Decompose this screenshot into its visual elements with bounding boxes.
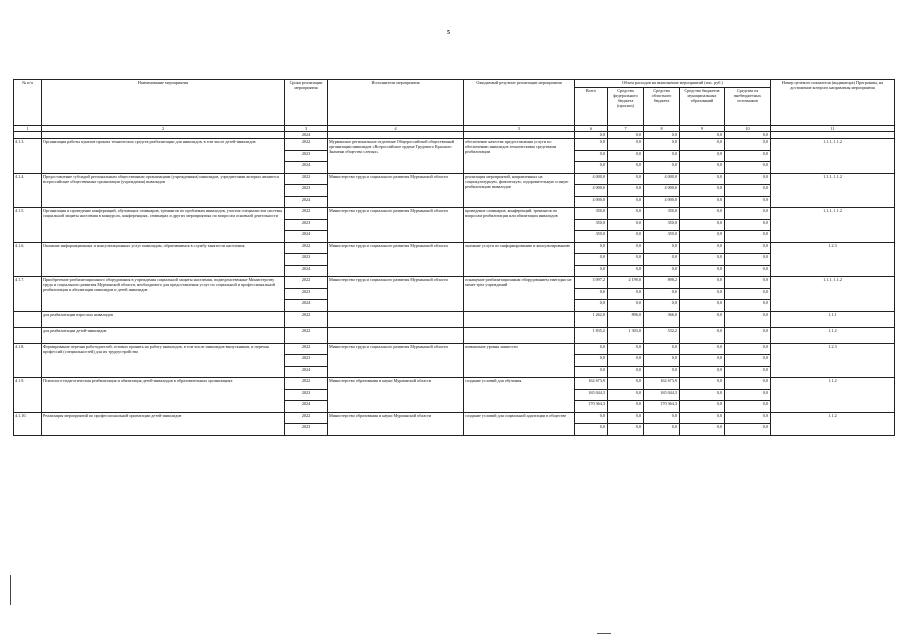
value-cell: 4 000,0: [575, 173, 608, 185]
measure-executor: Министерство труда и социального развития Мурманской области: [328, 343, 464, 378]
table-row: [14, 277, 895, 289]
measure-result: [464, 311, 575, 327]
value-cell: 0,0: [725, 196, 771, 208]
value-cell: 0,0: [644, 288, 680, 300]
value-cell: 0,0: [608, 185, 644, 197]
header-terms: Сроки реализации мероприятия: [285, 80, 328, 126]
value-cell: 0,0: [725, 366, 771, 378]
value-cell: 0,0: [608, 254, 644, 266]
value-cell: 0,0: [725, 327, 771, 343]
measure-name: Организация работы пунктов проката технических средств реабилитации для инвалидов, в том числе детей-инвалидов: [42, 139, 285, 174]
measure-number: 4.1.7.: [14, 277, 42, 312]
measure-number: [14, 311, 42, 327]
column-number: 3: [285, 126, 328, 132]
value-cell: 350,0: [575, 208, 608, 220]
value-cell: 0,0: [725, 355, 771, 367]
value-cell: 4 000,0: [644, 196, 680, 208]
measure-result: обеспечение качества предоставления услуги по обеспечению инвалидов техническими средствами реабилитации: [464, 139, 575, 174]
year-cell: 2022: [285, 327, 328, 343]
indicator-number: 1.1.1, 1.1.2: [771, 139, 895, 174]
value-cell: 0,0: [608, 378, 644, 390]
value-cell: 350,0: [644, 208, 680, 220]
value-cell: 0,0: [644, 162, 680, 174]
value-cell: 0,0: [575, 132, 608, 139]
year-cell: 2022: [285, 343, 328, 355]
header-total: Всего: [575, 88, 608, 126]
measure-name: Организация и проведение конференций, обучающих семинаров, тренингов по проблемам инвалидов, участие специалистов системы социальной защиты населения в конкурсах, конференциях, семинарах и других мероприятиях по вопросам основной деятельности: [42, 208, 285, 243]
measure-number: [14, 327, 42, 343]
value-cell: 0,0: [608, 424, 644, 436]
value-cell: 0,0: [725, 424, 771, 436]
header-result: Ожидаемый результат реализации мероприятия: [464, 80, 575, 126]
column-number: 1: [14, 126, 42, 132]
value-cell: 0,0: [608, 219, 644, 231]
value-cell: 0,0: [725, 162, 771, 174]
value-cell: 3 097,2: [575, 277, 608, 289]
value-cell: 0,0: [680, 412, 725, 424]
indicator-number: 1.2.3: [771, 242, 895, 277]
header-federal: Средства федерального бюджета (прогноз): [608, 88, 644, 126]
value-cell: 0,0: [644, 139, 680, 151]
table-row: [14, 327, 895, 343]
measure-executor: [328, 327, 464, 343]
header-num: № п/п: [14, 80, 42, 126]
indicator-number: 1.1.2: [771, 378, 895, 413]
value-cell: 0,0: [680, 300, 725, 312]
value-cell: 0,0: [608, 412, 644, 424]
year-cell: 2023: [285, 424, 328, 436]
measure-result: [464, 327, 575, 343]
year-cell: 2022: [285, 412, 328, 424]
value-cell: 0,0: [680, 401, 725, 413]
column-number: 4: [328, 126, 464, 132]
value-cell: 0,0: [644, 265, 680, 277]
value-cell: 0,0: [608, 242, 644, 254]
value-cell: 0,0: [680, 185, 725, 197]
measure-executor: Министерство труда и социального развития Мурманской области: [328, 173, 464, 208]
year-cell: 2022: [285, 378, 328, 390]
value-cell: 532,2: [644, 327, 680, 343]
value-cell: 0,0: [725, 219, 771, 231]
year-cell: 2024: [285, 300, 328, 312]
measure-name: Приобретение реабилитационного оборудования в учреждения социальной защиты населения, подведомственные Министерству труда и социального развития Мурманской области, необходимого для предоставления услуг по социальной и профессиональной реабилитации и абилитации инвалидов и детей инвалидов: [42, 277, 285, 312]
value-cell: 0,0: [608, 401, 644, 413]
value-cell: 0,0: [725, 208, 771, 220]
measure-executor: Министерство образования и науки Мурманской области: [328, 412, 464, 435]
value-cell: 0,0: [725, 389, 771, 401]
value-cell: 0,0: [608, 132, 644, 139]
value-cell: 0,0: [725, 300, 771, 312]
value-cell: 4 000,0: [575, 196, 608, 208]
indicator-number: 1.1.1, 1.1.2: [771, 173, 895, 208]
measure-name: Оказание информационных и консультационных услуг инвалидам, обратившимся в службу занятости населения: [42, 242, 285, 277]
value-cell: 350,0: [575, 219, 608, 231]
value-cell: 0,0: [575, 366, 608, 378]
value-cell: 0,0: [680, 327, 725, 343]
value-cell: 0,0: [644, 300, 680, 312]
year-cell: 2023: [285, 389, 328, 401]
margin-mark: [10, 575, 11, 605]
measure-number: 4.1.4.: [14, 173, 42, 208]
measure-executor: Министерство труда и социального развития Мурманской области: [328, 208, 464, 243]
value-cell: 1 835,2: [575, 327, 608, 343]
value-cell: 0,0: [680, 366, 725, 378]
value-cell: 0,0: [680, 254, 725, 266]
measure-number: 4.1.6.: [14, 242, 42, 277]
year-cell: 2023: [285, 254, 328, 266]
value-cell: 2 199,0: [608, 277, 644, 289]
measure-name: Формирование перечня работодателей, готовых принять на работу инвалидов, в том числе инвалидов-выпускников, и перечня профессий (специальностей) для их трудоустройства: [42, 343, 285, 378]
column-number: 11: [771, 126, 895, 132]
measure-result: проведение семинаров, конференций, тренингов по вопросам реабилитации или абилитации инвалидов: [464, 208, 575, 243]
value-cell: 0,0: [608, 300, 644, 312]
measure-result: создание условий для социальной адаптации в обществе: [464, 412, 575, 435]
column-number: 7: [608, 126, 644, 132]
header-regional: Средства областного бюджета: [644, 88, 680, 126]
value-cell: 0,0: [680, 162, 725, 174]
year-cell: 2024: [285, 265, 328, 277]
year-cell: 2022: [285, 311, 328, 327]
year-cell: 2023: [285, 185, 328, 197]
value-cell: 0,0: [575, 343, 608, 355]
year-cell: 2023: [285, 219, 328, 231]
table-row: [14, 412, 895, 424]
value-cell: 0,0: [608, 343, 644, 355]
value-cell: 0,0: [608, 196, 644, 208]
year-cell: 2022: [285, 242, 328, 254]
value-cell: 0,0: [680, 208, 725, 220]
value-cell: 0,0: [680, 389, 725, 401]
column-number: 5: [464, 126, 575, 132]
value-cell: 165 044,3: [644, 389, 680, 401]
year-cell: 2024: [285, 401, 328, 413]
indicator-number: 1.1.2: [771, 412, 895, 435]
header-indicator: Номер целевого показателя (индикатора) Программы, на достижение которого направлены мероприятия: [771, 80, 895, 126]
measure-number: 4.1.3.: [14, 139, 42, 174]
value-cell: 0,0: [575, 254, 608, 266]
column-number: 10: [725, 126, 771, 132]
value-cell: 0,0: [608, 139, 644, 151]
table-row: [14, 242, 895, 254]
value-cell: 0,0: [608, 173, 644, 185]
value-cell: 0,0: [680, 424, 725, 436]
table-row: [14, 378, 895, 390]
value-cell: 0,0: [575, 288, 608, 300]
value-cell: 0,0: [725, 132, 771, 139]
value-cell: 0,0: [680, 355, 725, 367]
value-cell: 0,0: [575, 265, 608, 277]
value-cell: 0,0: [680, 378, 725, 390]
header-name: Наименование мероприятия: [42, 80, 285, 126]
year-cell: 2024: [285, 196, 328, 208]
measure-name: Психолого-педагогическая реабилитация и абилитация детей-инвалидов в образовательных организациях: [42, 378, 285, 413]
value-cell: 0,0: [575, 150, 608, 162]
value-cell: 0,0: [644, 132, 680, 139]
value-cell: 898,2: [644, 277, 680, 289]
value-cell: 0,0: [575, 412, 608, 424]
table-row: [14, 132, 895, 139]
table-row: [14, 343, 895, 355]
value-cell: 0,0: [725, 150, 771, 162]
page-number: 5: [447, 30, 450, 36]
value-cell: 0,0: [575, 424, 608, 436]
measure-result: реализация мероприятий, направленных на социокультурную, физическую, оздоровительную и иную реабилитацию инвалидов: [464, 173, 575, 208]
value-cell: 0,0: [644, 242, 680, 254]
value-cell: 0,0: [575, 139, 608, 151]
table-row: [14, 139, 895, 151]
value-cell: 0,0: [680, 288, 725, 300]
indicator-number: 1.1.1: [771, 311, 895, 327]
value-cell: 0,0: [608, 366, 644, 378]
column-number: 9: [680, 126, 725, 132]
value-cell: 350,0: [575, 231, 608, 243]
value-cell: 0,0: [575, 162, 608, 174]
measure-number: 4.1.10.: [14, 412, 42, 435]
value-cell: 0,0: [680, 196, 725, 208]
measure-result: оснащение реабилитационным оборудованием ежегодно не менее трех учреждений: [464, 277, 575, 312]
value-cell: 350,0: [644, 219, 680, 231]
value-cell: 0,0: [608, 208, 644, 220]
year-cell: 2022: [285, 139, 328, 151]
value-cell: 162 673,9: [575, 378, 608, 390]
value-cell: 0,0: [680, 231, 725, 243]
measure-number: 4.1.9.: [14, 378, 42, 413]
value-cell: 162 673,9: [644, 378, 680, 390]
measures-table: [13, 79, 895, 436]
value-cell: 0,0: [608, 162, 644, 174]
value-cell: 0,0: [725, 277, 771, 289]
value-cell: 4 000,0: [644, 185, 680, 197]
value-cell: 0,0: [725, 288, 771, 300]
value-cell: 0,0: [725, 139, 771, 151]
value-cell: 0,0: [680, 242, 725, 254]
value-cell: 0,0: [644, 424, 680, 436]
value-cell: 0,0: [680, 150, 725, 162]
indicator-number: 1.1.1, 1.1.2: [771, 277, 895, 312]
measure-executor: Министерство образования и науки Мурманской области: [328, 378, 464, 413]
value-cell: 4 000,0: [575, 185, 608, 197]
measure-executor: [328, 311, 464, 327]
value-cell: 4 000,0: [644, 173, 680, 185]
table-row: [14, 311, 895, 327]
value-cell: 0,0: [725, 343, 771, 355]
value-cell: 0,0: [644, 343, 680, 355]
value-cell: 350,0: [644, 231, 680, 243]
year-cell: 2022: [285, 208, 328, 220]
indicator-number: 1.2.3: [771, 343, 895, 378]
measure-name: для реабилитации детей-инвалидов: [42, 327, 285, 343]
value-cell: 0,0: [575, 300, 608, 312]
value-cell: 170 364,3: [644, 401, 680, 413]
value-cell: 0,0: [680, 265, 725, 277]
year-cell: 2024: [285, 231, 328, 243]
measure-result: создание условий для обучения: [464, 378, 575, 413]
table-row: [14, 173, 895, 185]
column-number: 2: [42, 126, 285, 132]
value-cell: 0,0: [608, 389, 644, 401]
header-executors: Исполнители мероприятия: [328, 80, 464, 126]
value-cell: 0,0: [680, 311, 725, 327]
value-cell: 366,0: [644, 311, 680, 327]
year-cell: 2022: [285, 277, 328, 289]
value-cell: 0,0: [680, 139, 725, 151]
footer-mark: [597, 633, 611, 634]
year-cell: 2024: [285, 162, 328, 174]
value-cell: 0,0: [725, 265, 771, 277]
value-cell: 0,0: [680, 219, 725, 231]
value-cell: 0,0: [608, 231, 644, 243]
value-cell: 0,0: [725, 378, 771, 390]
indicator-number: 1.1.1, 1.1.2: [771, 208, 895, 243]
value-cell: 0,0: [725, 173, 771, 185]
column-number: 6: [575, 126, 608, 132]
value-cell: 0,0: [725, 254, 771, 266]
measure-executor: Министерство труда и социального развития Мурманской области: [328, 242, 464, 277]
value-cell: 165 044,3: [575, 389, 608, 401]
value-cell: 0,0: [575, 355, 608, 367]
header-volume: Объем расходов на выполнение мероприятий (тыс. руб.): [575, 80, 771, 88]
value-cell: 0,0: [644, 366, 680, 378]
measure-name: для реабилитации взрослых инвалидов: [42, 311, 285, 327]
value-cell: 0,0: [725, 242, 771, 254]
value-cell: 0,0: [725, 401, 771, 413]
value-cell: 0,0: [644, 412, 680, 424]
value-cell: 1 262,0: [575, 311, 608, 327]
header-offbudget: Средства из внебюджетных источников: [725, 88, 771, 126]
measure-number: 4.1.8.: [14, 343, 42, 378]
value-cell: 0,0: [575, 242, 608, 254]
value-cell: 0,0: [608, 150, 644, 162]
value-cell: 0,0: [608, 288, 644, 300]
value-cell: 0,0: [725, 231, 771, 243]
measure-name: Реализация мероприятий по профессиональной ориентации детей-инвалидов: [42, 412, 285, 435]
value-cell: 0,0: [644, 150, 680, 162]
year-cell: 2024: [285, 366, 328, 378]
value-cell: 170 364,3: [575, 401, 608, 413]
value-cell: 0,0: [725, 185, 771, 197]
year-cell: 2023: [285, 355, 328, 367]
value-cell: 0,0: [725, 412, 771, 424]
measure-number: 4.1.5.: [14, 208, 42, 243]
year-cell: 2024: [285, 132, 328, 139]
measure-result: оказание услуги по информированию и консультированию: [464, 242, 575, 277]
value-cell: 0,0: [644, 355, 680, 367]
column-number: 8: [644, 126, 680, 132]
header-municipal: Средства бюджетов муниципальных образований: [680, 88, 725, 126]
value-cell: 0,0: [725, 311, 771, 327]
value-cell: 1 303,0: [608, 327, 644, 343]
year-cell: 2023: [285, 150, 328, 162]
value-cell: 896,0: [608, 311, 644, 327]
value-cell: 0,0: [680, 132, 725, 139]
measure-executor: Министерство труда и социального развития Мурманской области: [328, 277, 464, 312]
measure-executor: Мурманское региональное отделение Общероссийской общественной организации инвалидов «Всероссийское ордена Трудового Красного Знамени общество слепых»: [328, 139, 464, 174]
value-cell: 0,0: [680, 343, 725, 355]
year-cell: 2022: [285, 173, 328, 185]
measure-name: Предоставление субсидий региональным общественным организациям (учреждениям) инвалидов, учредителями которых являются всероссийские общественные организации (учреждения) инвалидов: [42, 173, 285, 208]
value-cell: 0,0: [608, 265, 644, 277]
table-row: [14, 208, 895, 220]
year-cell: 2023: [285, 288, 328, 300]
value-cell: 0,0: [644, 254, 680, 266]
value-cell: 0,0: [680, 173, 725, 185]
value-cell: 0,0: [680, 277, 725, 289]
measure-result: повышение уровня занятости: [464, 343, 575, 378]
value-cell: 0,0: [608, 355, 644, 367]
indicator-number: 1.1.2: [771, 327, 895, 343]
